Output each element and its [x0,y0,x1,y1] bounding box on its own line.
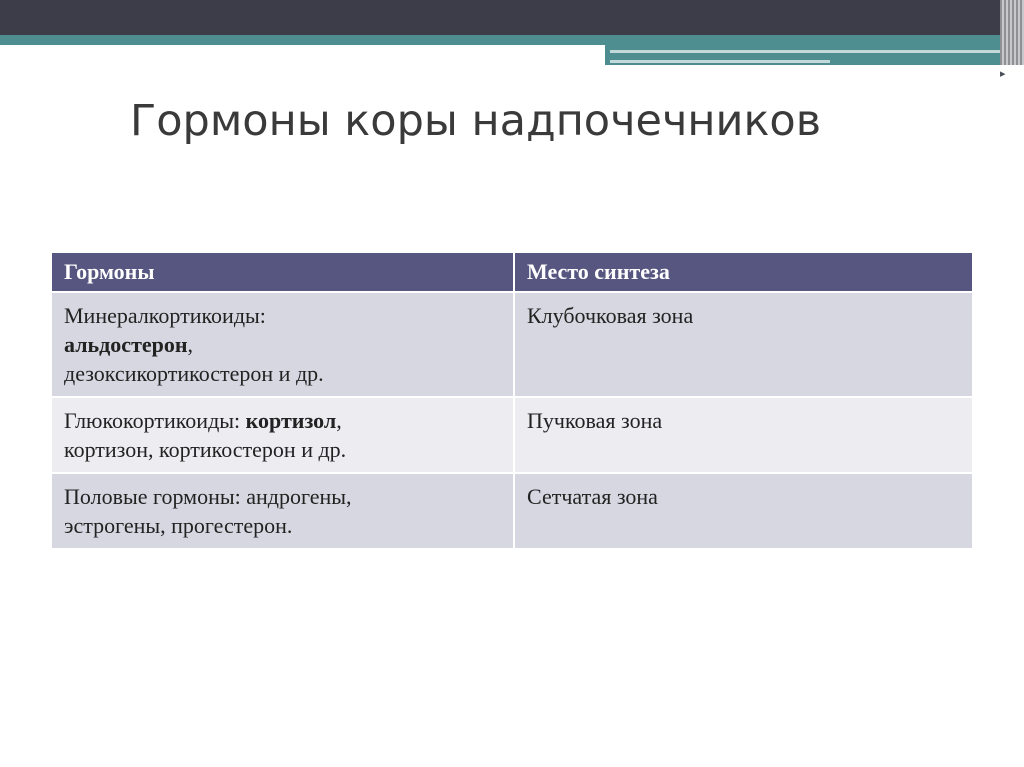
decorative-stripes [1000,0,1024,65]
table-row [51,292,973,397]
hormone-others: дезоксикортикостерон и др. [64,361,324,386]
site-cell: Пучковая зона [514,397,973,473]
table-header-row [51,252,973,292]
column-header-site: Место синтеза [514,252,973,292]
hormones-table [50,251,974,550]
triangle-right-icon: ▸ [1000,68,1006,80]
hormone-cell [51,397,514,473]
accent-band [0,35,1000,45]
separator: , [187,332,194,357]
hormone-main: кортизол [245,408,337,433]
hormone-others: кортизон, кортикостерон и др. [64,437,347,462]
table-row [51,473,973,549]
column-header-hormones: Гормоны [51,252,514,292]
accent-line-short [610,60,830,63]
slide-title: Гормоны коры надпочечников [130,96,822,146]
hormone-main: альдостерон [64,332,188,357]
site-cell: Сетчатая зона [514,473,973,549]
site-cell: Клубочковая зона [514,292,973,397]
hormone-line: эстрогены, прогестерон. [64,513,293,538]
hormone-cell [51,473,514,549]
table-row [51,397,973,473]
hormone-group: Минералкортикоиды: [64,303,266,328]
accent-line [610,50,1000,53]
hormone-line: Половые гормоны: андрогены, [64,484,352,509]
header-band [0,0,1024,35]
hormone-group: Глюкокортикоиды: [64,408,246,433]
separator: , [336,408,342,433]
hormone-cell [51,292,514,397]
